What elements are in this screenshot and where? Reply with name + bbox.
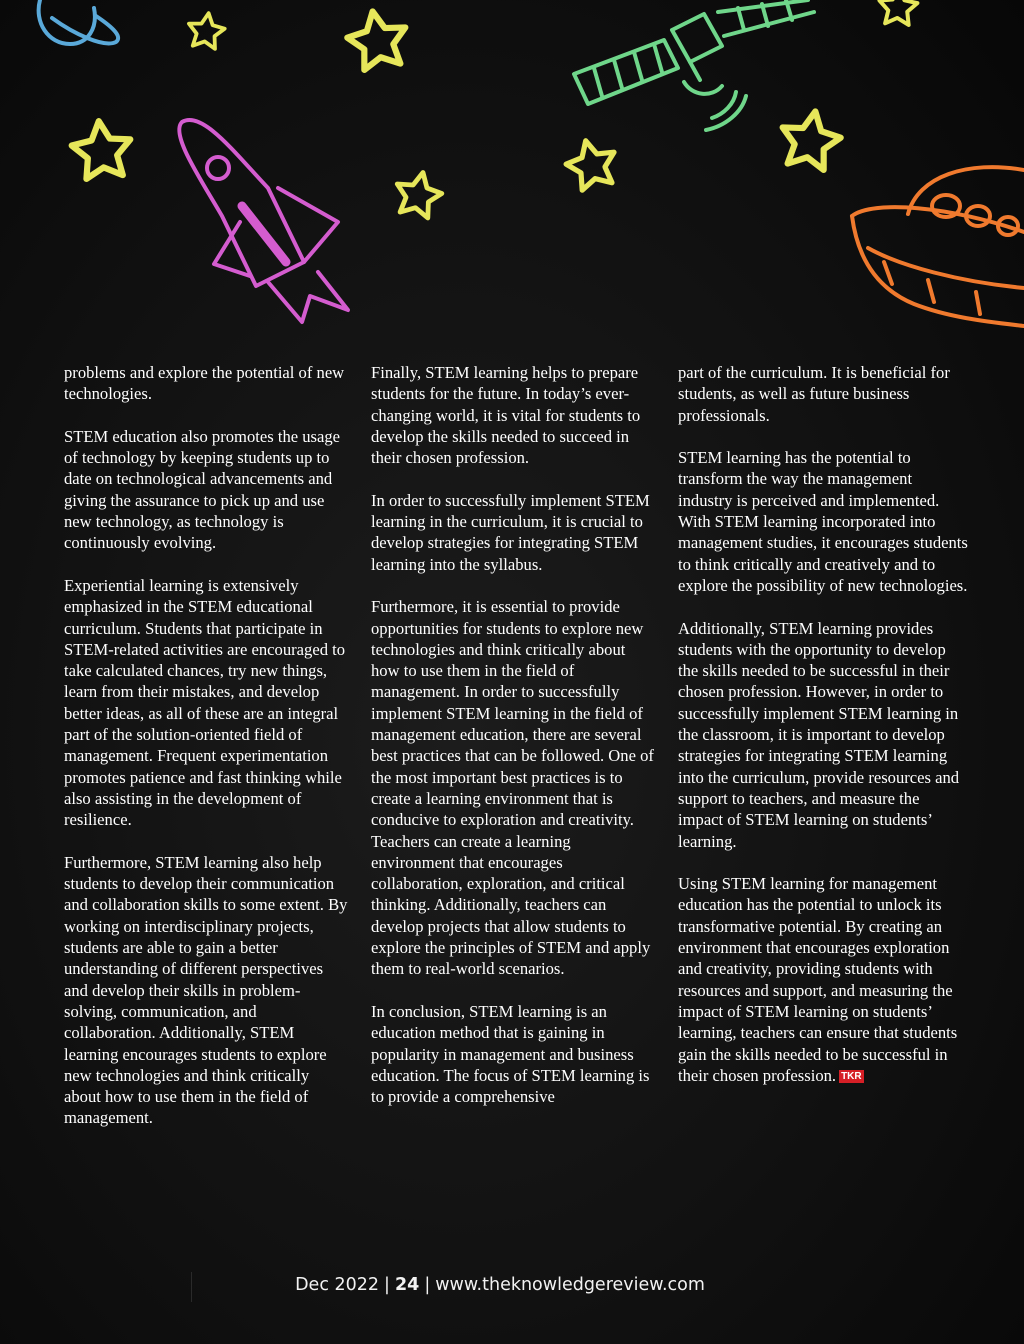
space-doodle-illustration [0, 0, 1024, 350]
page-number: 24 [394, 1275, 420, 1295]
paragraph: STEM learning has the potential to transform the way the management industry is perceived and implemented. With STEM learning incorporated into management studies, it encourages students to think critically and creatively and to explore the possibility of new technologies. [678, 448, 968, 595]
star-icon [344, 6, 412, 71]
paragraph: Experiential learning is extensively emphasized in the STEM educational curriculum. Students that participate in STEM-related activities are encouraged to take calculated chances, try new things, learn from their mistakes, and develop better ideas, as all of these are an integral part of the solution-oriented field of management. Frequent experimentation promotes patience and fast thinking while also assisting in the development of resilience. [64, 575, 346, 830]
paragraph: part of the curriculum. It is beneficial for students, as well as future business professionals. [678, 363, 950, 425]
star-icon [69, 118, 133, 180]
article-column-2 [371, 362, 657, 1129]
paragraph: In conclusion, STEM learning is an education method that is gaining in popularity in management and business education. The focus of STEM learning is to provide a comprehensive [371, 1001, 650, 1107]
star-icon [186, 11, 227, 50]
paragraph: Finally, STEM learning helps to prepare students for the future. In today’s ever-changing world, it is vital for students to develop the skills needed to succeed in their chosen profession. [371, 363, 641, 468]
page-footer [0, 1275, 1000, 1295]
paragraph: Additionally, STEM learning provides students with the opportunity to develop the skills needed to be successful in their chosen profession. However, in order to successfully implement STEM learning in the classroom, it is important to develop strategies for integrating STEM learning into the curriculum, provide resources and support to teachers, and measure the impact of STEM learning on students’ learning. [678, 618, 960, 851]
footer-separator: | [384, 1275, 390, 1295]
paragraph: problems and explore the potential of new technologies. [64, 363, 345, 404]
ufo-icon [852, 167, 1024, 326]
article-column-1 [64, 362, 348, 1150]
planet-icon [39, 0, 119, 44]
star-icon [392, 168, 446, 220]
issue-date: Dec 2022 [295, 1275, 380, 1295]
star-icon [562, 135, 621, 193]
star-icon [878, 0, 918, 25]
rocket-icon [179, 120, 348, 322]
end-of-article-logo: TKR [841, 1070, 862, 1082]
paragraph: Furthermore, it is essential to provide opportunities for students to explore new technologies and think critically about how to use them in the field of management. In order to successfully implement STEM learning in the field of management education, there are several best practices that can be followed. One of the most important best practices is to create a learning environment that is conducive to exploration and creativity. Teachers can create a learning environment that encourages collaboration, exploration, and critical thinking. Additionally, teachers can develop projects that allow students to explore the principles of STEM and apply them to real-world scenarios. [371, 597, 654, 979]
footer-separator: | [424, 1275, 431, 1295]
paragraph: Furthermore, STEM learning also help students to develop their communication and collaboration skills to some extent. By working on interdisciplinary projects, students are able to gain a better understanding of different perspectives and develop their skills in problem-solving, communication, and collaboration. Additionally, STEM learning encourages students to explore new technologies and think critically about how to use them in the field of management. [64, 852, 348, 1128]
paragraph-final-text: Using STEM learning for management education has the potential to unlock its transformative potential. By creating an environment that encourages exploration and creativity, providing students with resources and support, and measuring the impact of STEM learning on students’ learning, teachers can ensure that students gain the skills needed to be successful in their chosen profession. [678, 874, 958, 1085]
paragraph: STEM education also promotes the usage of technology by keeping students up to date on technological advancements and giving the assurance to pick up and use new technology, as technology is continuously evolving. [64, 426, 341, 553]
star-icon [777, 106, 845, 171]
paragraph-final [678, 873, 968, 1086]
website-link[interactable]: www.theknowledgereview.com [435, 1275, 705, 1295]
satellite-icon [574, 0, 814, 130]
paragraph: In order to successfully implement STEM learning in the curriculum, it is crucial to develop strategies for integrating STEM learning into the syllabus. [371, 490, 650, 574]
article-column-3 [678, 362, 968, 1107]
